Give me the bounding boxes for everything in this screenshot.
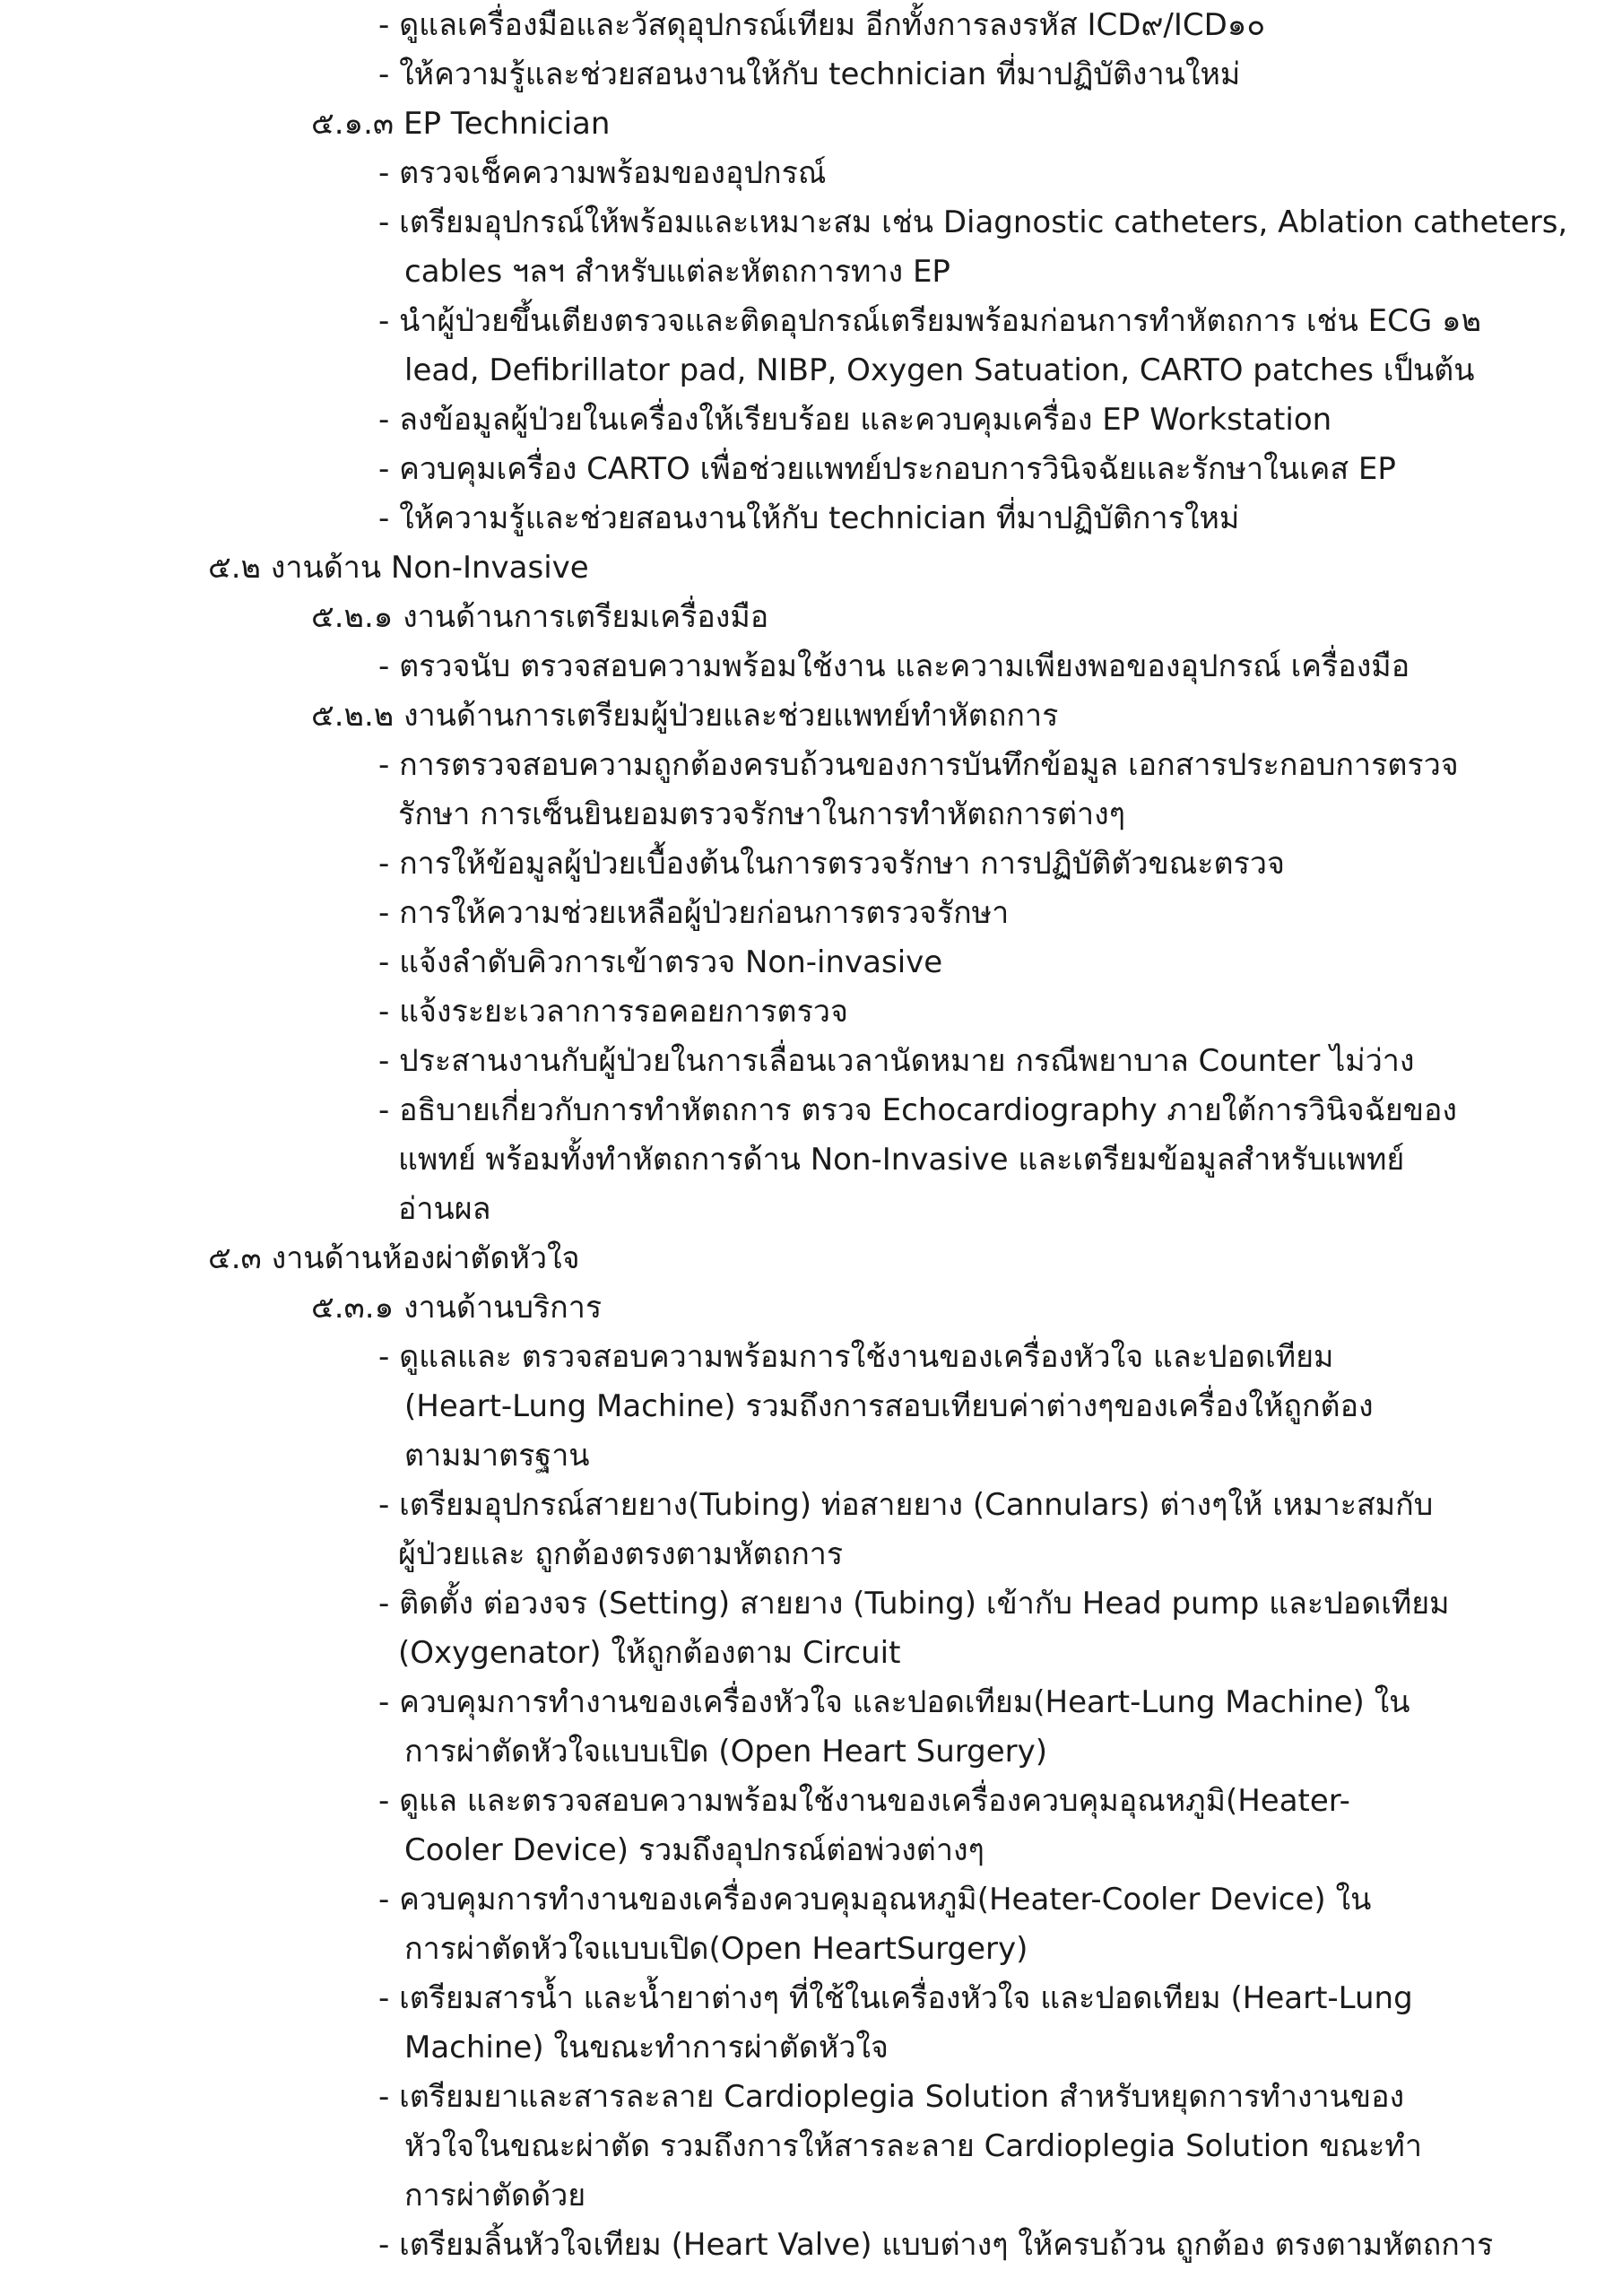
text-line: การผ่าตัดหัวใจแบบเปิด (Open Heart Surgery) — [404, 1734, 1048, 1770]
text-line: - ตรวจเช็คความพร้อมของอุปกรณ์ — [378, 155, 827, 191]
text-line: - เตรียมลิ้นหัวใจเทียม (Heart Valve) แบบต่างๆ ให้ครบถ้วน ถูกต้อง ตรงตามหัตถการ — [378, 2227, 1494, 2263]
text-line: - ควบคุมการทำงานของเครื่องหัวใจ และปอดเทียม(Heart-Lung Machine) ใน — [378, 1684, 1410, 1720]
text-line: ตามมาตรฐาน — [404, 1438, 590, 1474]
section-heading: ๕.๓.๑ งานด้านบริการ — [311, 1290, 603, 1326]
text-line: - การให้ความช่วยเหลือผู้ป่วยก่อนการตรวจรักษา — [378, 895, 1010, 931]
text-line: การผ่าตัดหัวใจแบบเปิด(Open HeartSurgery) — [404, 1931, 1028, 1967]
text-line: - ให้ความรู้และช่วยสอนงานให้กับ technician ที่มาปฏิบัติการใหม่ — [378, 500, 1240, 536]
section-heading: ๕.๒.๒ งานด้านการเตรียมผู้ป่วยและช่วยแพทย์ทำหัตถการ — [311, 698, 1059, 734]
text-line: - เตรียมยาและสารละลาย Cardioplegia Solution สำหรับหยุดการทำงานของ — [378, 2079, 1405, 2115]
text-line: - แจ้งระยะเวลาการรอคอยการตรวจ — [378, 994, 848, 1030]
section-heading: ๕.๓ งานด้านห้องผ่าตัดหัวใจ — [208, 1240, 580, 1276]
text-line: ผู้ป่วยและ ถูกต้องตรงตามหัตถการ — [398, 1536, 844, 1572]
text-line: - ควบคุมเครื่อง CARTO เพื่อช่วยแพทย์ประกอบการวินิจฉัยและรักษาในเคส EP — [378, 451, 1396, 487]
text-line: - ติดตั้ง ต่อวงจร (Setting) สายยาง (Tubing) เข้ากับ Head pump และปอดเทียม — [378, 1586, 1450, 1622]
section-heading: ๕.๑.๓ EP Technician — [311, 106, 611, 142]
text-line: - เตรียมสารน้ำ และน้ำยาต่างๆ ที่ใช้ในเครื่องหัวใจ และปอดเทียม (Heart-Lung — [378, 1980, 1413, 2016]
text-line: - อธิบายเกี่ยวกับการทำหัตถการ ตรวจ Echocardiography ภายใต้การวินิจฉัยของ — [378, 1092, 1458, 1128]
text-line: - นำผู้ป่วยขึ้นเตียงตรวจและติดอุปกรณ์เตรียมพร้อมก่อนการทำหัตถการ เช่น ECG ๑๒ — [378, 303, 1481, 339]
text-line: อ่านผล — [398, 1191, 491, 1227]
text-line: - ลงข้อมูลผู้ป่วยในเครื่องให้เรียบร้อย และควบคุมเครื่อง EP Workstation — [378, 402, 1332, 438]
text-line: cables ฯลฯ สำหรับแต่ละหัตถการทาง EP — [404, 254, 950, 290]
text-line: แพทย์ พร้อมทั้งทำหัตถการด้าน Non-Invasive และเตรียมข้อมูลสำหรับแพทย์ — [398, 1142, 1405, 1178]
text-line: (Heart-Lung Machine) รวมถึงการสอบเทียบค่าต่างๆของเครื่องให้ถูกต้อง — [404, 1388, 1374, 1424]
section-heading: ๕.๒.๑ งานด้านการเตรียมเครื่องมือ — [311, 599, 769, 635]
text-line: รักษา การเซ็นยินยอมตรวจรักษาในการทำหัตถการต่างๆ — [398, 796, 1126, 832]
text-line: (Oxygenator) ให้ถูกต้องตาม Circuit — [398, 1635, 901, 1671]
text-line: - ดูแลและ ตรวจสอบความพร้อมการใช้งานของเครื่องหัวใจ และปอดเทียม — [378, 1339, 1334, 1375]
text-line: - เตรียมอุปกรณ์ให้พร้อมและเหมาะสม เช่น Diagnostic catheters, Ablation catheters, — [378, 204, 1568, 240]
text-line: - การตรวจสอบความถูกต้องครบถ้วนของการบันทึกข้อมูล เอกสารประกอบการตรวจ — [378, 747, 1459, 783]
section-heading: ๕.๒ งานด้าน Non-Invasive — [208, 550, 589, 586]
text-line: - ดูแลเครื่องมือและวัสดุอุปกรณ์เทียม อีกทั้งการลงรหัส ICD๙/ICD๑๐ — [378, 7, 1266, 43]
text-line: หัวใจในขณะผ่าตัด รวมถึงการให้สารละลาย Cardioplegia Solution ขณะทำ — [404, 2128, 1422, 2164]
text-line: - แจ้งลำดับคิวการเข้าตรวจ Non-invasive — [378, 944, 943, 980]
text-line: - ดูแล และตรวจสอบความพร้อมใช้งานของเครื่องควบคุมอุณหภูมิ(Heater- — [378, 1783, 1350, 1819]
text-line: - เตรียมอุปกรณ์สายยาง(Tubing) ท่อสายยาง (Cannulars) ต่างๆให้ เหมาะสมกับ — [378, 1487, 1434, 1523]
text-line: lead, Defibrillator pad, NIBP, Oxygen Satuation, CARTO patches เป็นต้น — [404, 352, 1475, 388]
text-line: - ควบคุมการทำงานของเครื่องควบคุมอุณหภูมิ(Heater-Cooler Device) ใน — [378, 1882, 1372, 1918]
text-line: Cooler Device) รวมถึงอุปกรณ์ต่อพ่วงต่างๆ — [404, 1832, 984, 1868]
text-line: - การให้ข้อมูลผู้ป่วยเบื้องต้นในการตรวจรักษา การปฏิบัติตัวขณะตรวจ — [378, 846, 1285, 882]
text-line: - ให้ความรู้และช่วยสอนงานให้กับ technician ที่มาปฏิบัติงานใหม่ — [378, 57, 1241, 92]
text-line: - ประสานงานกับผู้ป่วยในการเลื่อนเวลานัดหมาย กรณีพยาบาล Counter ไม่ว่าง — [378, 1043, 1415, 1079]
text-line: - ตรวจนับ ตรวจสอบความพร้อมใช้งาน และความเพียงพอของอุปกรณ์ เครื่องมือ — [378, 648, 1410, 684]
text-line: การผ่าตัดด้วย — [404, 2178, 586, 2213]
text-line: Machine) ในขณะทำการผ่าตัดหัวใจ — [404, 2030, 889, 2066]
